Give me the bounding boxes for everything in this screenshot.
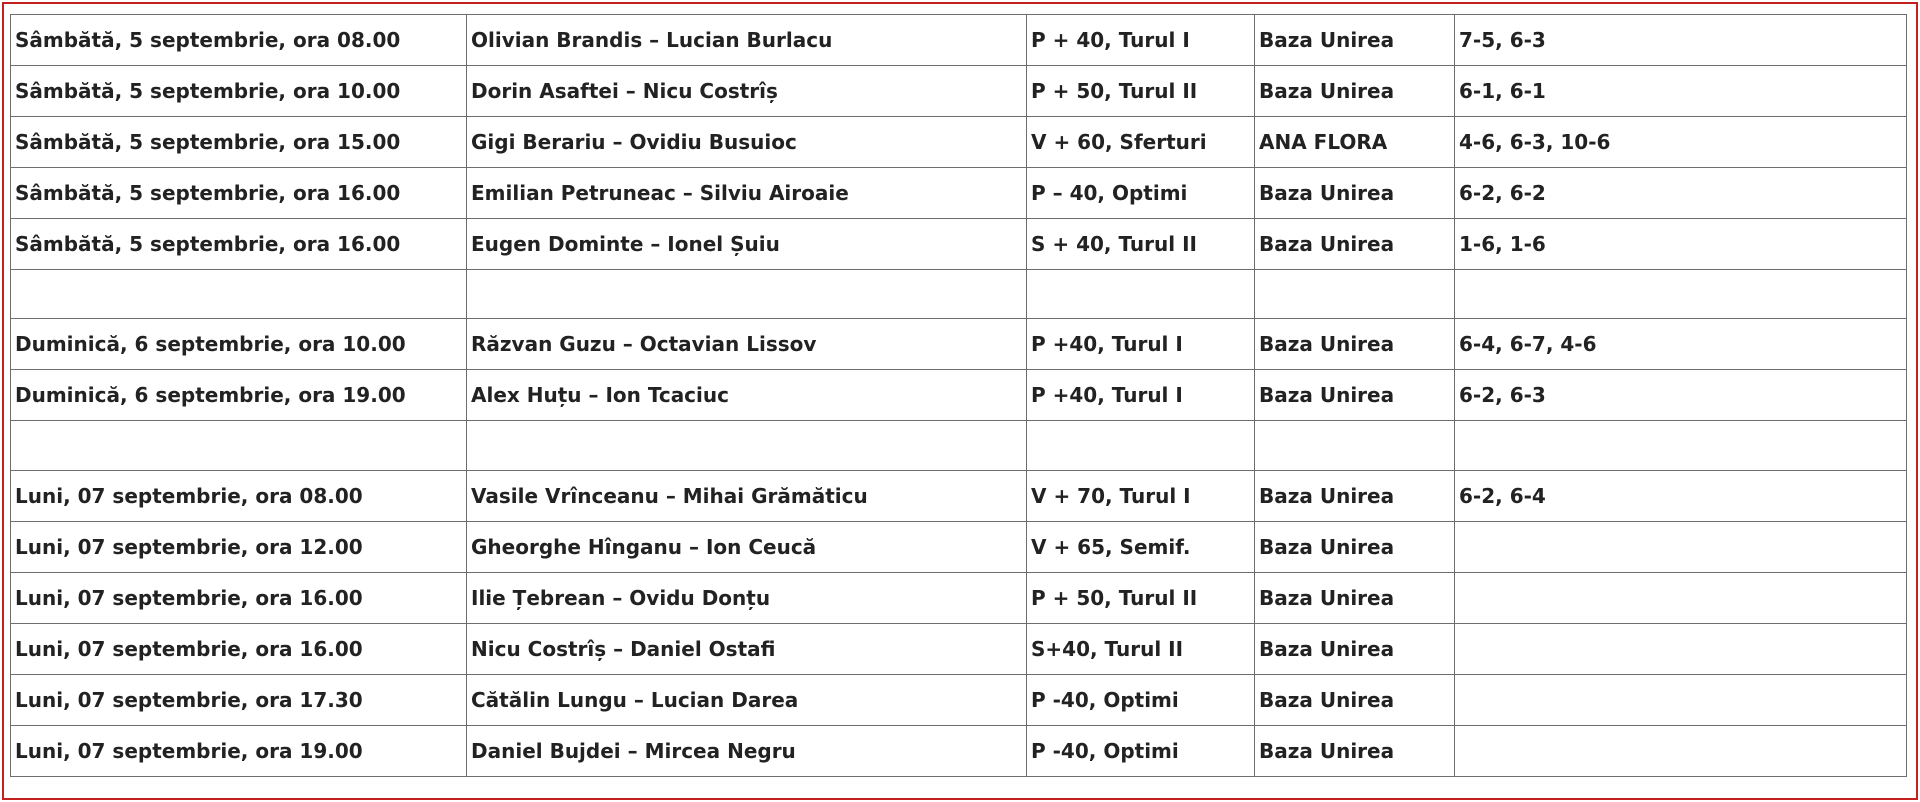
match-cell <box>467 421 1027 471</box>
date-cell: Sâmbătă, 5 septembrie, ora 16.00 <box>11 219 467 270</box>
match-cell: Emilian Petruneac – Silviu Airoaie <box>467 168 1027 219</box>
match-cell <box>467 270 1027 319</box>
score-cell: 6-2, 6-4 <box>1455 471 1907 522</box>
score-cell: 4-6, 6-3, 10-6 <box>1455 117 1907 168</box>
location-cell: Baza Unirea <box>1255 471 1455 522</box>
category-cell: P + 50, Turul II <box>1027 573 1255 624</box>
date-cell: Luni, 07 septembrie, ora 12.00 <box>11 522 467 573</box>
match-cell: Gheorghe Hînganu – Ion Ceucă <box>467 522 1027 573</box>
category-cell: P + 40, Turul I <box>1027 15 1255 66</box>
score-cell <box>1455 624 1907 675</box>
score-cell: 6-2, 6-3 <box>1455 370 1907 421</box>
location-cell: Baza Unirea <box>1255 66 1455 117</box>
date-cell: Luni, 07 septembrie, ora 16.00 <box>11 624 467 675</box>
table-row <box>11 726 1907 777</box>
score-cell: 1-6, 1-6 <box>1455 219 1907 270</box>
date-cell: Duminică, 6 septembrie, ora 10.00 <box>11 319 467 370</box>
location-cell: Baza Unirea <box>1255 726 1455 777</box>
score-cell <box>1455 675 1907 726</box>
date-cell <box>11 270 467 319</box>
score-cell <box>1455 573 1907 624</box>
category-cell <box>1027 270 1255 319</box>
table-row <box>11 66 1907 117</box>
score-cell: 6-2, 6-2 <box>1455 168 1907 219</box>
location-cell <box>1255 270 1455 319</box>
location-cell: Baza Unirea <box>1255 624 1455 675</box>
date-cell: Luni, 07 septembrie, ora 16.00 <box>11 573 467 624</box>
category-cell: P -40, Optimi <box>1027 675 1255 726</box>
score-cell <box>1455 726 1907 777</box>
category-cell: S+40, Turul II <box>1027 624 1255 675</box>
date-cell: Sâmbătă, 5 septembrie, ora 15.00 <box>11 117 467 168</box>
table-row <box>11 319 1907 370</box>
score-cell: 6-1, 6-1 <box>1455 66 1907 117</box>
match-cell: Cătălin Lungu – Lucian Darea <box>467 675 1027 726</box>
match-cell: Nicu Costrîș – Daniel Ostafi <box>467 624 1027 675</box>
date-cell: Sâmbătă, 5 septembrie, ora 16.00 <box>11 168 467 219</box>
table-row <box>11 471 1907 522</box>
location-cell: ANA FLORA <box>1255 117 1455 168</box>
table-row <box>11 168 1907 219</box>
date-cell: Luni, 07 septembrie, ora 08.00 <box>11 471 467 522</box>
match-cell: Dorin Asaftei – Nicu Costrîș <box>467 66 1027 117</box>
table-row <box>11 624 1907 675</box>
match-cell: Olivian Brandis – Lucian Burlacu <box>467 15 1027 66</box>
table-row <box>11 522 1907 573</box>
date-cell: Luni, 07 septembrie, ora 19.00 <box>11 726 467 777</box>
match-cell: Eugen Dominte – Ionel Șuiu <box>467 219 1027 270</box>
location-cell: Baza Unirea <box>1255 15 1455 66</box>
date-cell: Sâmbătă, 5 septembrie, ora 08.00 <box>11 15 467 66</box>
match-cell: Daniel Bujdei – Mircea Negru <box>467 726 1027 777</box>
location-cell: Baza Unirea <box>1255 573 1455 624</box>
date-cell: Duminică, 6 septembrie, ora 19.00 <box>11 370 467 421</box>
location-cell: Baza Unirea <box>1255 219 1455 270</box>
category-cell <box>1027 421 1255 471</box>
category-cell: P + 50, Turul II <box>1027 66 1255 117</box>
table-row <box>11 219 1907 270</box>
location-cell: Baza Unirea <box>1255 370 1455 421</box>
table-row <box>11 370 1907 421</box>
document-frame <box>2 2 1918 800</box>
category-cell: P +40, Turul I <box>1027 370 1255 421</box>
category-cell: S + 40, Turul II <box>1027 219 1255 270</box>
table-row-empty <box>11 270 1907 319</box>
category-cell: P – 40, Optimi <box>1027 168 1255 219</box>
score-cell <box>1455 421 1907 471</box>
category-cell: P +40, Turul I <box>1027 319 1255 370</box>
table-row <box>11 117 1907 168</box>
location-cell: Baza Unirea <box>1255 522 1455 573</box>
category-cell: V + 65, Semif. <box>1027 522 1255 573</box>
match-cell: Gigi Berariu – Ovidiu Busuioc <box>467 117 1027 168</box>
category-cell: V + 60, Sferturi <box>1027 117 1255 168</box>
match-schedule-table <box>10 14 1907 777</box>
location-cell: Baza Unirea <box>1255 168 1455 219</box>
score-cell <box>1455 270 1907 319</box>
match-cell: Ilie Țebrean – Ovidu Donțu <box>467 573 1027 624</box>
table-row <box>11 573 1907 624</box>
location-cell <box>1255 421 1455 471</box>
score-cell: 7-5, 6-3 <box>1455 15 1907 66</box>
table-row <box>11 675 1907 726</box>
location-cell: Baza Unirea <box>1255 319 1455 370</box>
table-row <box>11 15 1907 66</box>
location-cell: Baza Unirea <box>1255 675 1455 726</box>
category-cell: P -40, Optimi <box>1027 726 1255 777</box>
match-cell: Răzvan Guzu – Octavian Lissov <box>467 319 1027 370</box>
table-row-empty <box>11 421 1907 471</box>
match-cell: Alex Huțu – Ion Tcaciuc <box>467 370 1027 421</box>
date-cell: Sâmbătă, 5 septembrie, ora 10.00 <box>11 66 467 117</box>
match-cell: Vasile Vrînceanu – Mihai Grămăticu <box>467 471 1027 522</box>
date-cell: Luni, 07 septembrie, ora 17.30 <box>11 675 467 726</box>
category-cell: V + 70, Turul I <box>1027 471 1255 522</box>
score-cell: 6-4, 6-7, 4-6 <box>1455 319 1907 370</box>
score-cell <box>1455 522 1907 573</box>
date-cell <box>11 421 467 471</box>
